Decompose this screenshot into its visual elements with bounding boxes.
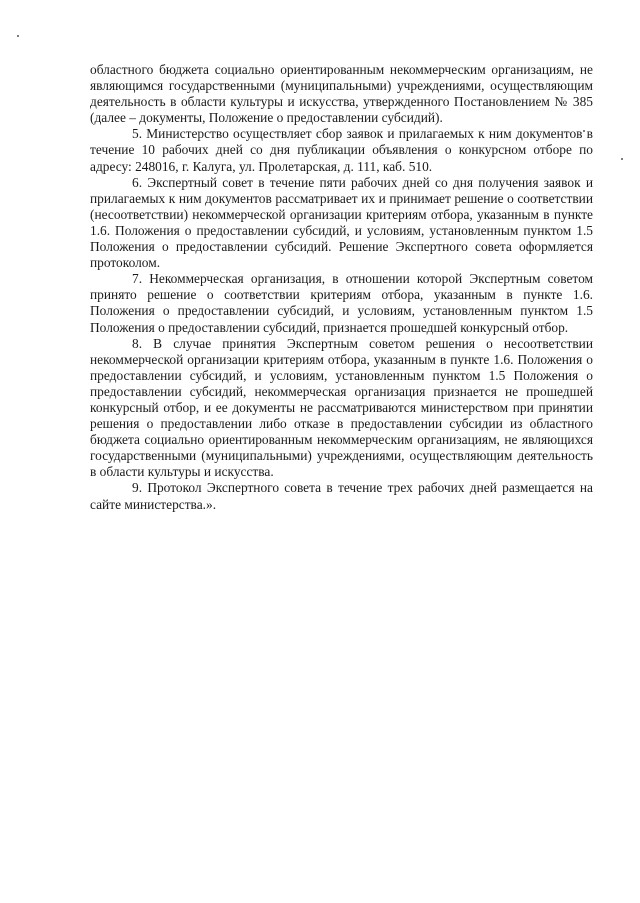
scan-speck	[621, 158, 623, 160]
paragraph-continuation: областного бюджета социально ориентированным некоммерческим организациям, не являющимся государственными (муниципальными) учреждениями, осуществляющим деятельность в области культуры и искусства, утвержденного Постановлением № 385 (далее – документы, Положение о предоставлении субсидий).	[90, 62, 593, 126]
scan-speck	[17, 35, 19, 37]
document-body	[90, 62, 593, 513]
paragraph-item-5: 5. Министерство осуществляет сбор заявок и прилагаемых к ним документов в течение 10 рабочих дней со дня публикации объявления о конкурсном отборе по адресу: 248016, г. Калуга, ул. Пролетарская, д. 111, каб. 510.	[90, 126, 593, 174]
paragraph-item-6: 6. Экспертный совет в течение пяти рабочих дней со дня получения заявок и прилагаемых к ним документов рассматривает их и принимает решение о соответствии (несоответствии) некоммерческой организации критериям отбора, указанным в пункте 1.6. Положения о предоставлении субсидий, и условиям, установленным пунктом 1.5 Положения о предоставлении субсидий. Решение Экспертного совета оформляется протоколом.	[90, 174, 593, 271]
paragraph-item-8: 8. В случае принятия Экспертным советом решения о несоответствии некоммерческой организации критериям отбора, указанным в пункте 1.6. Положения о предоставлении субсидий, и условиям, установленным пунктом 1.5 Положения о предоставлении субсидий, некоммерческая организация признается не прошедшей конкурсный отбор, и ее документы не рассматриваются министерством при принятии решения о предоставлении либо отказе в предоставлении субсидии из областного бюджета социально ориентированным некоммерческим организациям, не являющихся государственными (муниципальными) учреждениями, осуществляющим деятельность в области культуры и искусства.	[90, 335, 593, 480]
paragraph-item-9: 9. Протокол Экспертного совета в течение трех рабочих дней размещается на сайте министерства.».	[90, 480, 593, 512]
paragraph-item-7: 7. Некоммерческая организация, в отношении которой Экспертным советом принято решение о соответствии критериям отбора, указанным в пункте 1.6. Положения о предоставлении субсидий, и условиям, установленным пунктом 1.5 Положения о предоставлении субсидий, признается прошедшей конкурсный отбор.	[90, 271, 593, 335]
